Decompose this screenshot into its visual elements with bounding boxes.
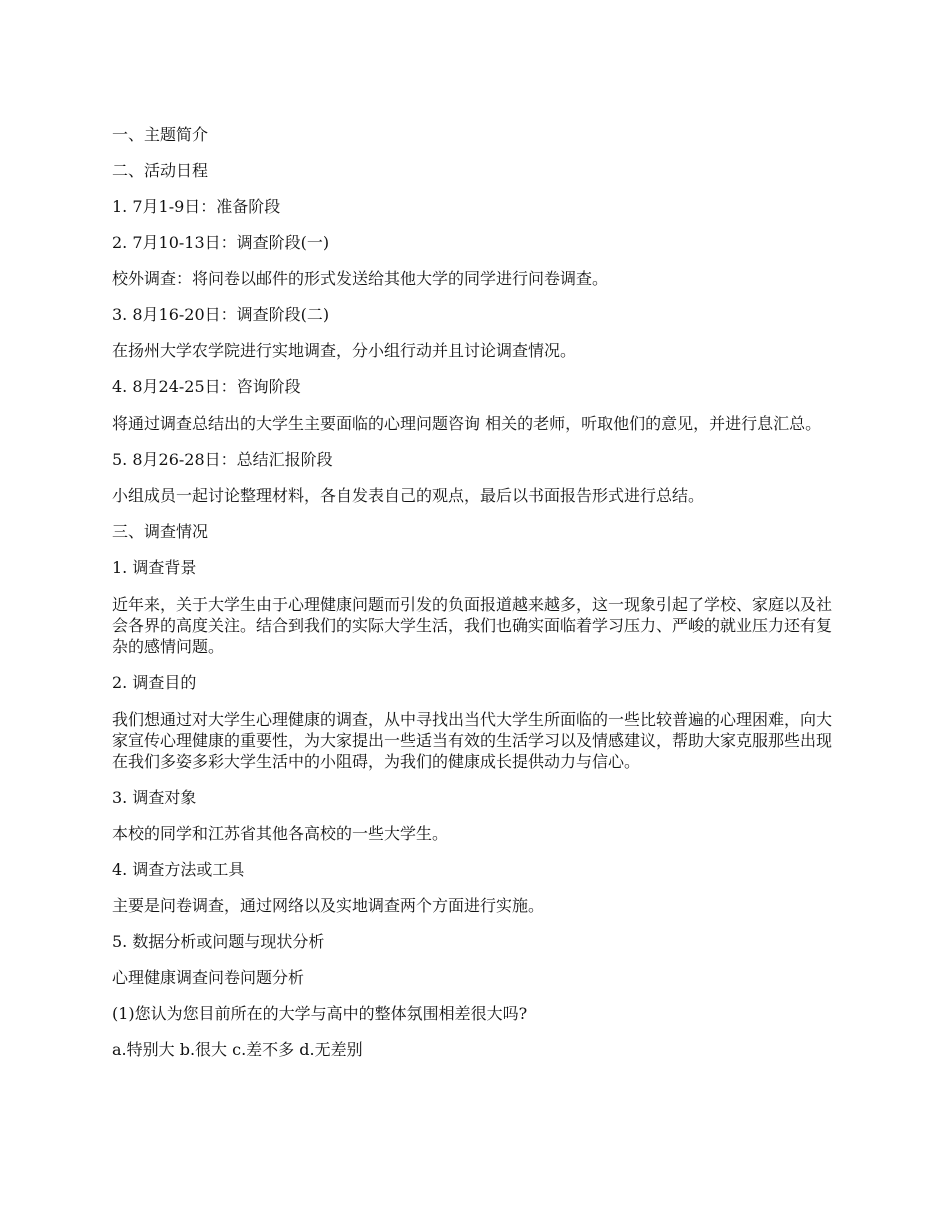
subsection-heading: 1. 调查背景 <box>112 558 197 577</box>
schedule-item: 2. 7月10-13日：调查阶段(一) <box>112 233 330 252</box>
paragraph: 心理健康调查问卷问题分析 <box>112 968 305 987</box>
paragraph: 本校的同学和江苏省其他各高校的一些大学生。 <box>112 824 449 843</box>
paragraph: 近年来，关于大学生由于心理健康问题而引发的负面报道越来越多，这一现象引起了学校、家庭以及社会各界的高度关注。结合到我们的实际大学生活，我们也确实面临着学习压力、严峻的就业压力还有复杂的感情问题。 <box>112 595 833 656</box>
paragraph: 将通过调查总结出的大学生主要面临的心理问题咨询 相关的老师，听取他们的意见，并进行息汇总。 <box>112 414 822 433</box>
subsection-heading: 2. 调查目的 <box>112 673 197 692</box>
paragraph: 我们想通过对大学生心理健康的调查，从中寻找出当代大学生所面临的一些比较普遍的心理困难，向大家宣传心理健康的重要性，为大家提出一些适当有效的生活学习以及情感建议，帮助大家克服那些出现在我们多姿多彩大学生活中的小阻碍，为我们的健康成长提供动力与信心。 <box>112 710 833 771</box>
subsection-heading: 3. 调查对象 <box>112 788 197 807</box>
document-body <box>112 125 842 1076</box>
section-heading: 三、调查情况 <box>112 522 209 541</box>
paragraph: 在扬州大学农学院进行实地调查，分小组行动并且讨论调查情况。 <box>112 341 577 360</box>
paragraph: 校外调查：将问卷以邮件的形式发送给其他大学的同学进行问卷调查。 <box>112 269 609 288</box>
section-heading: 一、主题简介 <box>112 125 209 144</box>
answer-options: a.特别大 b.很大 c.差不多 d.无差别 <box>112 1040 363 1059</box>
schedule-item: 1. 7月1-9日：准备阶段 <box>112 197 281 216</box>
paragraph: 主要是问卷调查，通过网络以及实地调查两个方面进行实施。 <box>112 896 545 915</box>
paragraph: 小组成员一起讨论整理材料，各自发表自己的观点，最后以书面报告形式进行总结。 <box>112 486 705 505</box>
schedule-item: 3. 8月16-20日：调查阶段(二) <box>112 305 330 324</box>
question: (1)您认为您目前所在的大学与高中的整体氛围相差很大吗? <box>112 1004 528 1023</box>
subsection-heading: 5. 数据分析或问题与现状分析 <box>112 932 325 951</box>
section-heading: 二、活动日程 <box>112 161 209 180</box>
schedule-item: 5. 8月26-28日：总结汇报阶段 <box>112 450 333 469</box>
subsection-heading: 4. 调查方法或工具 <box>112 860 245 879</box>
schedule-item: 4. 8月24-25日：咨询阶段 <box>112 377 301 396</box>
